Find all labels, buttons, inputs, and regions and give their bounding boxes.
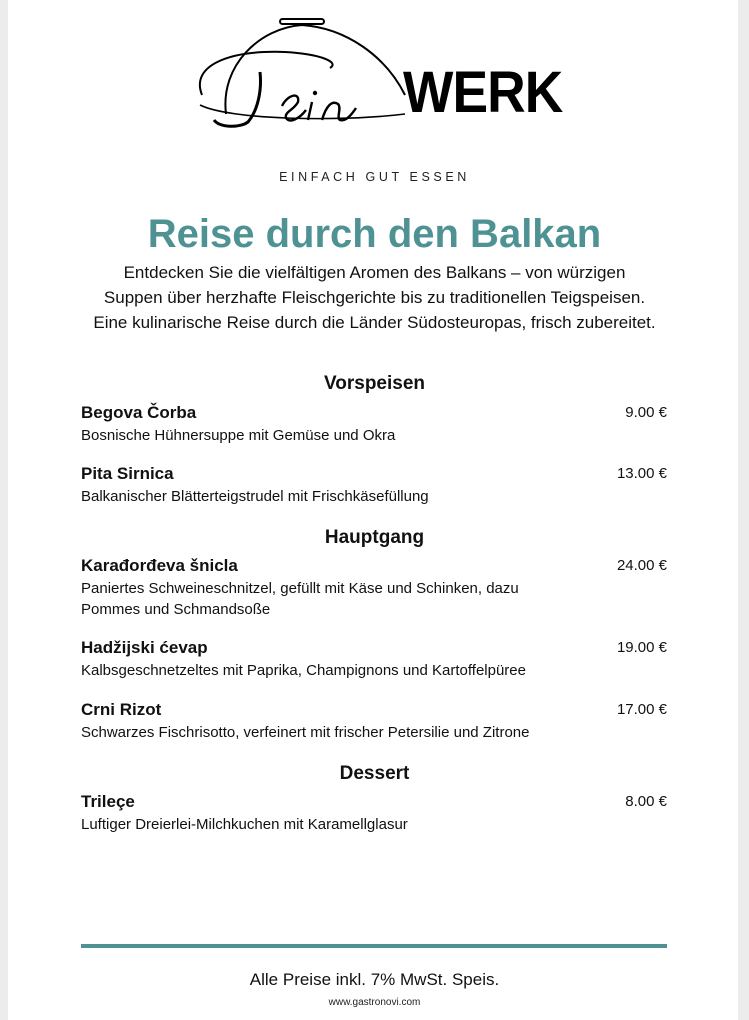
item-name: Trileçe xyxy=(81,792,135,811)
footer-note: Alle Preise inkl. 7% MwSt. Speis. xyxy=(249,970,500,989)
item-price: 8.00 € xyxy=(625,793,667,810)
item-price: 17.00 € xyxy=(616,701,667,718)
item-price: 9.00 € xyxy=(625,404,667,421)
item-description: Bosnische Hühnersuppe mit Gemüse und Okra xyxy=(81,427,396,444)
footer-divider xyxy=(81,944,667,948)
section-title-hauptgang: Hauptgang xyxy=(324,527,425,548)
item-description: Luftiger Dreierlei-Milchkuchen mit Karamellglasur xyxy=(81,816,408,833)
website-link[interactable]: www.gastronovi.com xyxy=(328,997,421,1008)
menu-sheet xyxy=(8,0,738,1020)
item-price: 13.00 € xyxy=(616,465,667,482)
item-price: 24.00 € xyxy=(616,557,667,574)
menu-title: Reise durch den Balkan xyxy=(147,212,602,256)
intro-line: Eine kulinarische Reise durch die Länder Südosteuropas, frisch zubereitet. xyxy=(93,313,656,332)
menu-item xyxy=(81,464,667,507)
menu-item xyxy=(81,403,667,446)
item-description: Paniertes Schweineschnitzel, gefüllt mit Käse und Schinken, dazu Pommes und Schmandsoße xyxy=(81,580,519,618)
menu-item xyxy=(81,638,667,681)
menu-item xyxy=(81,700,667,743)
intro-line: Suppen über herzhafte Fleischgerichte bis zu traditionellen Teigspeisen. xyxy=(103,288,646,307)
intro-line: Entdecken Sie die vielfältigen Aromen des Balkans – von würzigen xyxy=(123,263,626,282)
item-name: Pita Sirnica xyxy=(81,464,174,483)
item-name: Hadžijski ćevap xyxy=(81,638,208,657)
menu-item xyxy=(81,556,667,620)
item-name: Begova Čorba xyxy=(81,403,197,422)
item-description: Balkanischer Blätterteigstrudel mit Frischkäsefüllung xyxy=(81,488,429,505)
item-description: Kalbsgeschnetzeltes mit Paprika, Champignons und Kartoffelpüree xyxy=(81,662,526,679)
logo-wordmark: WERK xyxy=(403,60,563,125)
menu-item xyxy=(81,792,667,835)
item-name: Karađorđeva šnicla xyxy=(81,556,238,575)
section-title-vorspeisen: Vorspeisen xyxy=(323,373,426,394)
item-description: Schwarzes Fischrisotto, verfeinert mit frischer Petersilie und Zitrone xyxy=(81,724,530,741)
tagline: EINFACH GUT ESSEN xyxy=(279,170,470,184)
item-price: 19.00 € xyxy=(616,639,667,656)
item-name: Crni Rizot xyxy=(81,700,162,719)
intro-text xyxy=(60,260,689,335)
section-title-dessert: Dessert xyxy=(339,763,410,784)
